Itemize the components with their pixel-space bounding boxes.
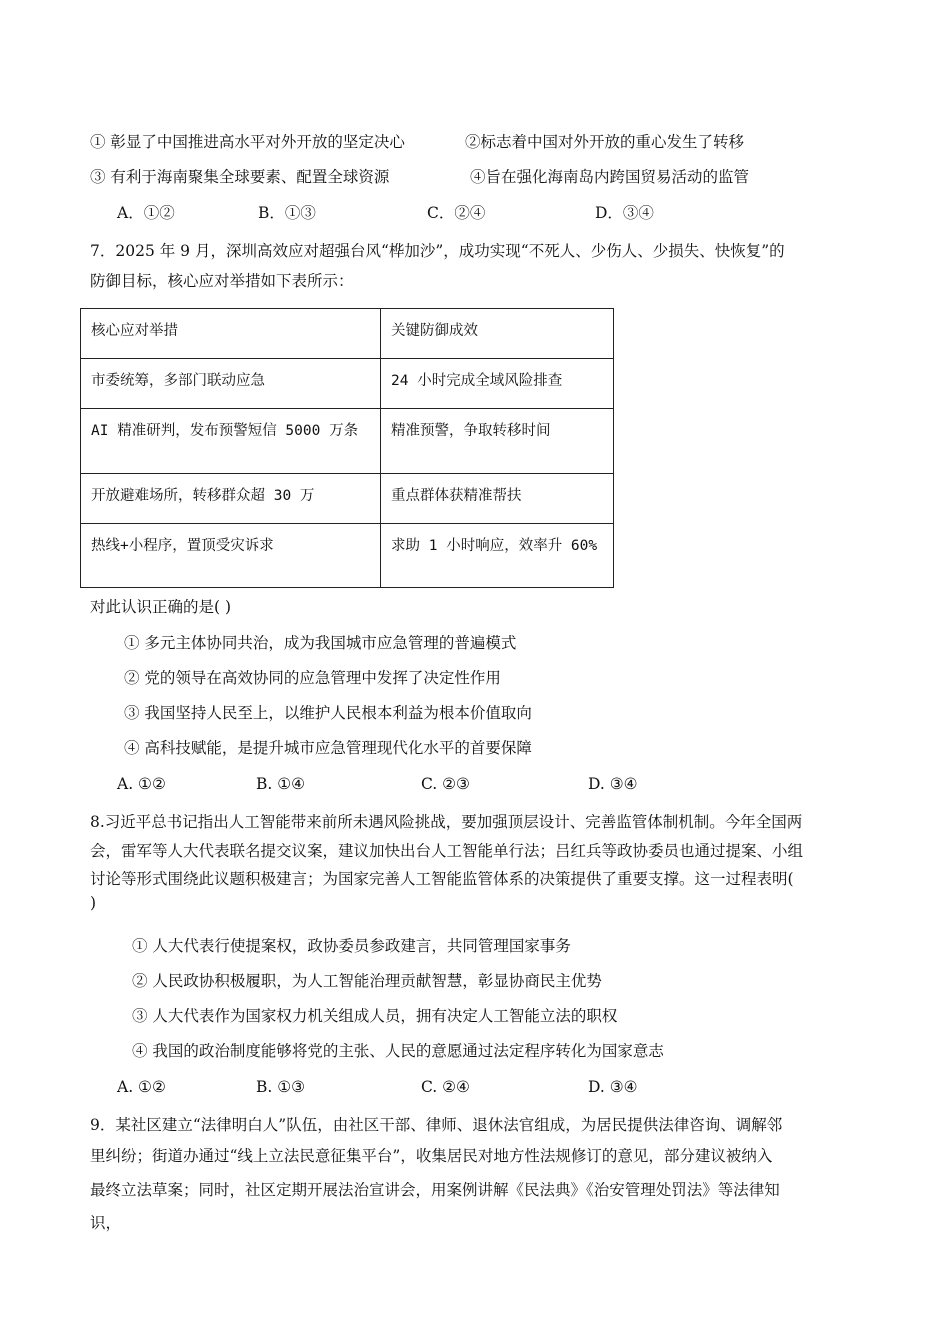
q8-option-c: C. ②④ bbox=[421, 1078, 470, 1096]
table-cell: AI 精准研判，发布预警短信 5000 万条 bbox=[81, 409, 381, 474]
q8-stem-line-1: 8.习近平总书记指出人工智能带来前所未遇风险挑战，要加强顶层设计、完善监管体制机制。今年全国两 bbox=[90, 813, 803, 831]
q7-option-d: D. ③④ bbox=[588, 775, 638, 793]
q8-stem-line-3: 讨论等形式围绕此议题积极建言；为国家完善人工智能监管体系的决策提供了重要支撑。这一过程表明( bbox=[90, 870, 794, 888]
q7-statement-2: ② 党的领导在高效协同的应急管理中发挥了决定性作用 bbox=[124, 669, 501, 687]
table-cell: 热线+小程序，置顶受灾诉求 bbox=[81, 524, 381, 588]
q6-option-d: D．③④ bbox=[595, 204, 654, 222]
table-cell: 开放避难场所，转移群众超 30 万 bbox=[81, 474, 381, 524]
table-cell: 重点群体获精准帮扶 bbox=[381, 474, 614, 524]
q8-statement-4: ④ 我国的政治制度能够将党的主张、人民的意愿通过法定程序转化为国家意志 bbox=[132, 1042, 664, 1060]
table-row bbox=[81, 359, 614, 409]
q9-stem-line-3: 最终立法草案；同时，社区定期开展法治宣讲会，用案例讲解《民法典》《治安管理处罚法》等法律知 bbox=[90, 1181, 780, 1199]
q7-statement-1: ① 多元主体协同共治，成为我国城市应急管理的普遍模式 bbox=[124, 634, 517, 652]
table-row bbox=[81, 474, 614, 524]
table-row bbox=[81, 409, 614, 474]
q6-statement-3: ③ 有利于海南聚集全球要素、配置全球资源 bbox=[90, 168, 390, 186]
q6-option-a: A．①② bbox=[117, 204, 175, 222]
q8-statement-2: ② 人民政协积极履职，为人工智能治理贡献智慧，彰显协商民主优势 bbox=[132, 972, 602, 990]
q6-statement-4: ④旨在强化海南岛内跨国贸易活动的监管 bbox=[470, 168, 750, 186]
q7-measures-table bbox=[80, 308, 614, 588]
q7-stem-line-1: 7．2025 年 9 月，深圳高效应对超强台风“桦加沙”，成功实现“不死人、少伤人、少损失、快恢复”的 bbox=[90, 242, 785, 260]
table-header-cell: 核心应对举措 bbox=[81, 309, 381, 359]
q8-option-d: D. ③④ bbox=[588, 1078, 638, 1096]
table-row bbox=[81, 524, 614, 588]
table-header-row bbox=[81, 309, 614, 359]
q7-statement-3: ③ 我国坚持人民至上，以维护人民根本利益为根本价值取向 bbox=[124, 704, 532, 722]
q7-statement-4: ④ 高科技赋能，是提升城市应急管理现代化水平的首要保障 bbox=[124, 739, 532, 757]
q8-stem-line-4: ) bbox=[90, 894, 97, 912]
table-header-cell: 关键防御成效 bbox=[381, 309, 614, 359]
q7-option-b: B. ①④ bbox=[256, 775, 306, 793]
q6-option-b: B．①③ bbox=[258, 204, 316, 222]
table-cell: 市委统筹，多部门联动应急 bbox=[81, 359, 381, 409]
q6-option-c: C．②④ bbox=[427, 204, 486, 222]
table-cell: 24 小时完成全域风险排查 bbox=[381, 359, 614, 409]
q9-stem-line-1: 9．某社区建立“法律明白人”队伍，由社区干部、律师、退休法官组成，为居民提供法律咨询、调解邻 bbox=[90, 1116, 783, 1134]
q8-stem-line-2: 会，雷军等人大代表联名提交议案，建议加快出台人工智能单行法；吕红兵等政协委员也通过提案、小组 bbox=[90, 842, 804, 860]
q8-statement-3: ③ 人大代表作为国家权力机关组成人员，拥有决定人工智能立法的职权 bbox=[132, 1007, 618, 1025]
q9-stem-line-4: 识， bbox=[90, 1214, 122, 1232]
q8-option-b: B. ①③ bbox=[256, 1078, 306, 1096]
table-cell: 精准预警，争取转移时间 bbox=[381, 409, 614, 474]
q7-stem-line-2: 防御目标，核心应对举措如下表所示： bbox=[90, 272, 354, 290]
q7-option-a: A. ①② bbox=[117, 775, 166, 793]
q6-statement-1: ① 彰显了中国推进高水平对外开放的坚定决心 bbox=[90, 133, 405, 151]
table-cell: 求助 1 小时响应，效率升 60% bbox=[381, 524, 614, 588]
q8-statement-1: ① 人大代表行使提案权，政协委员参政建言，共同管理国家事务 bbox=[132, 937, 571, 955]
q8-option-a: A. ①② bbox=[117, 1078, 166, 1096]
q6-statement-2: ②标志着中国对外开放的重心发生了转移 bbox=[465, 133, 745, 151]
q9-stem-line-2: 里纠纷；街道办通过“线上立法民意征集平台”，收集居民对地方性法规修订的意见，部分建议被纳入 bbox=[90, 1147, 773, 1165]
q7-prompt: 对此认识正确的是( ) bbox=[90, 598, 232, 616]
q7-option-c: C. ②③ bbox=[421, 775, 470, 793]
